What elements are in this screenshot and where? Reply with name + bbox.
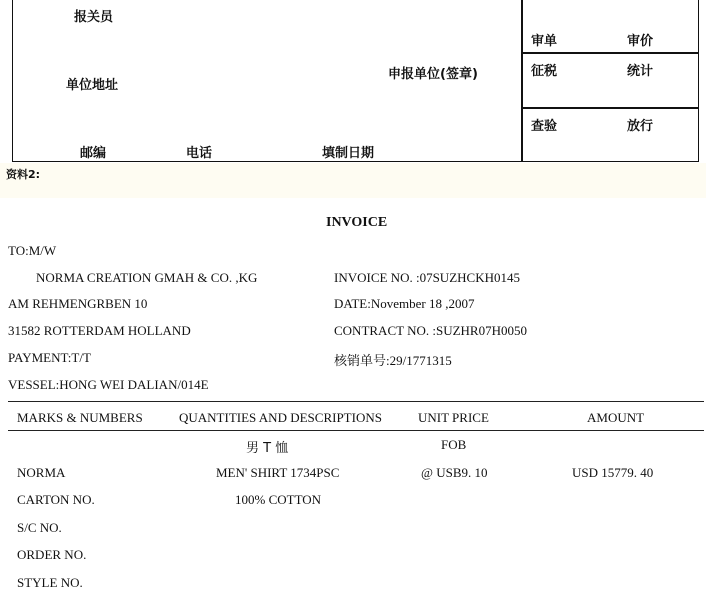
mark-item: NORMA — [17, 465, 66, 480]
description-chinese: 男 T 恤 — [246, 441, 289, 456]
header-amount: AMOUNT — [587, 410, 645, 425]
description-line2: 100% COTTON — [235, 492, 322, 507]
tax-label: 征税 — [531, 64, 558, 79]
mark-item: S/C NO. — [17, 520, 62, 535]
invoice-date: DATE:November 18 ,2007 — [334, 296, 475, 311]
amount: USD 15779. 40 — [572, 465, 654, 480]
invoice-address-line2: 31582 ROTTERDAM HOLLAND — [8, 323, 191, 338]
review-label: 审单 — [531, 34, 558, 49]
invoice-address-line1: AM REHMENGRBEN 10 — [8, 296, 148, 311]
invoice-number: INVOICE NO. :07SUZHCKH0145 — [334, 270, 520, 285]
declarant-label: 报关员 — [74, 10, 114, 25]
unit-address-label: 单位地址 — [66, 78, 119, 93]
header-marks: MARKS & NUMBERS — [17, 410, 143, 425]
unit-price: @ USB9. 10 — [421, 465, 488, 480]
approval-row-divider — [521, 52, 699, 54]
invoice-vessel: VESSEL:HONG WEI DALIAN/014E — [8, 377, 209, 392]
section-band — [0, 163, 706, 198]
approval-column-divider — [521, 0, 523, 162]
description-line1: MEN' SHIRT 1734PSC — [216, 465, 340, 480]
pricing-label: 审价 — [627, 34, 654, 49]
inspection-label: 查验 — [531, 119, 558, 134]
approval-row-divider — [521, 107, 699, 109]
mark-item: CARTON NO. — [17, 492, 95, 507]
mark-item: STYLE NO. — [17, 575, 83, 590]
table-header-rule — [8, 430, 704, 431]
invoice-payment: PAYMENT:T/T — [8, 350, 91, 365]
table-top-rule — [8, 401, 704, 402]
invoice-company: NORMA CREATION GMAH & CO. ,KG — [36, 270, 258, 285]
verification-number: 核销单号:29/1771315 — [334, 353, 452, 368]
mark-item: ORDER NO. — [17, 547, 87, 562]
invoice-title: INVOICE — [326, 215, 388, 230]
contract-number: CONTRACT NO. :SUZHR07H0050 — [334, 323, 527, 338]
statistics-label: 统计 — [627, 64, 654, 79]
declaring-unit-label: 申报单位(签章) — [388, 67, 478, 82]
header-unit-price: UNIT PRICE — [418, 410, 489, 425]
section-label: 资料2: — [6, 168, 41, 181]
phone-label: 电话 — [186, 146, 213, 161]
fill-date-label: 填制日期 — [322, 146, 375, 161]
header-descriptions: QUANTITIES AND DESCRIPTIONS — [179, 410, 382, 425]
price-term: FOB — [441, 437, 467, 452]
postcode-label: 邮编 — [80, 146, 107, 161]
release-label: 放行 — [627, 119, 654, 134]
invoice-to: TO:M/W — [8, 243, 57, 258]
